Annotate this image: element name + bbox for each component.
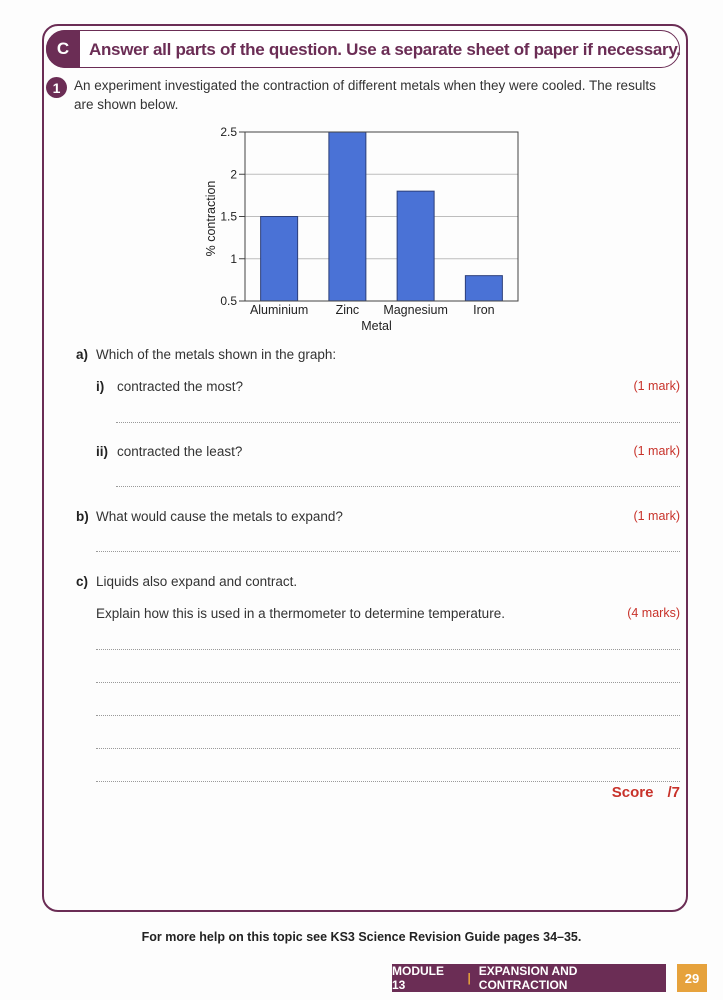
help-text: For more help on this topic see KS3 Science Revision Guide pages 34–35. [141, 930, 582, 944]
score-total: /7 [667, 784, 680, 801]
chart-y-tick-label: 0.5 [220, 294, 237, 308]
part-a-label: a) [76, 347, 89, 362]
chart-category-label: Iron [473, 303, 495, 317]
part-b-marks: (1 mark) [633, 509, 680, 523]
part-c-text2: Explain how this is used in a thermometer to determine temperature. [96, 606, 505, 621]
answer-line-a-i[interactable] [116, 422, 680, 423]
answer-line-c-5[interactable] [96, 781, 680, 782]
module-footer-bar [392, 964, 666, 992]
chart-bar-iron [465, 276, 502, 301]
part-c-text: Liquids also expand and contract. [96, 574, 298, 589]
part-a-i-marks: (1 mark) [633, 379, 680, 393]
chart-x-axis-label: Metal [361, 319, 392, 333]
chart-category-label: Aluminium [249, 303, 309, 317]
chart-y-tick-label: 2.5 [220, 125, 237, 139]
question-intro: An experiment investigated the contraction of different metals when they were cooled. The results are shown below. [74, 78, 656, 112]
part-a-i-label: i) [96, 379, 105, 394]
answer-line-c-2[interactable] [96, 682, 680, 683]
section-heading: Answer all parts of the question. Use a separate sheet of paper if necessary. [89, 40, 681, 59]
chart-category-label: Magnesium [383, 303, 448, 317]
contraction-bar-chart [198, 122, 528, 337]
part-a-ii-label: ii) [96, 444, 108, 459]
answer-line-c-3[interactable] [96, 715, 680, 716]
part-b-label: b) [76, 509, 89, 524]
page-number: 29 [677, 964, 707, 992]
part-c-marks: (4 marks) [627, 606, 680, 620]
score-box [612, 784, 680, 801]
footer-separator: | [467, 971, 471, 985]
answer-line-c-4[interactable] [96, 748, 680, 749]
score-label: Score [611, 784, 654, 801]
chart-y-tick-label: 1.5 [220, 209, 237, 224]
answer-line-c-1[interactable] [96, 649, 680, 650]
chart-bar-aluminium [261, 217, 298, 302]
part-a-ii-text: contracted the least? [117, 444, 243, 459]
chart-y-tick-label: 2 [230, 167, 237, 182]
answer-line-b[interactable] [96, 551, 680, 552]
part-c-label: c) [76, 574, 89, 589]
chart-y-tick-label: 1 [230, 251, 237, 266]
part-b-text: What would cause the metals to expand? [96, 509, 343, 524]
part-a-i-text: contracted the most? [117, 379, 244, 394]
chart-category-labels [250, 303, 495, 317]
chart-bar-zinc [329, 132, 366, 301]
section-letter-badge: C [46, 30, 80, 68]
footer-topic: EXPANSION AND CONTRACTION [478, 964, 578, 992]
footer-module: MODULE 13 [392, 964, 444, 992]
chart-y-ticks [220, 125, 245, 308]
chart-bar-magnesium [397, 191, 434, 301]
answer-line-a-ii[interactable] [116, 486, 680, 487]
part-a-text: Which of the metals shown in the graph: [96, 347, 337, 362]
chart-category-label: Zinc [335, 303, 360, 317]
question-number-badge: 1 [46, 77, 67, 98]
chart-y-axis-label: % contraction [204, 180, 218, 257]
part-a-ii-marks: (1 mark) [633, 444, 680, 458]
